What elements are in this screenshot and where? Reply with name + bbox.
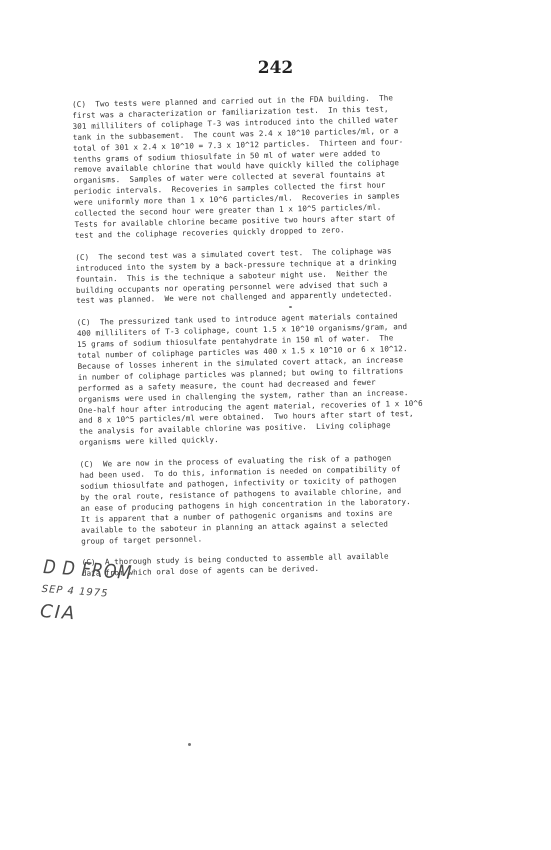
paragraph-oral-dose-study: (C) A thorough study is being conducted to assemble all available data from which oral dose of agents can be derived.: [81, 551, 389, 579]
stamp-line-agency: CIA: [39, 600, 77, 625]
paragraph-pathogen-risk-evaluation: (C) We are now in the process of evaluating the risk of a pathogen had been used. To do this, information is needed on compatibility of sodium thiosulfate and pathogen, infectivity or toxicity of pathogen by the oral route, resistance of pathogens to available chlorine, and an ease of producing pathogens in high concentration in the laboratory. It is apparent that a number of pathogenic organisms and toxins are available to the saboteur in planning an attack against a selected group of target personnel.: [79, 453, 411, 546]
declassification-stamp: [39, 556, 148, 629]
stamp-line-date: SEP 4 1975: [41, 583, 109, 600]
paragraph-simulated-covert-test: (C) The second test was a simulated covert test. The coliphage was introduced into the system by a back-pressure technique at a drinking fountain. This is the technique a saboteur might use. Neither the building occupants nor operating personnel were advised that such a test was planned. We were not challenged and apparently undetected.: [75, 246, 397, 306]
page-number: 242: [257, 58, 294, 78]
paragraph-pressurized-tank: (C) The pressurized tank used to introduce agent materials contained 400 milliliters of T-3 coliphage, count 1.5 x 10^10 organisms/gram, and 15 grams of sodium thiosulfate pentahydrate in 150 ml of water. The total number of coliphage particles was 400 x 1.5 x 10^10 or 6 x 10^12. Because of losses inherent in the simulated covert attack, an increase in number of coliphage particles was planned; but owing to filtrations performed as a safety measure, the count had decreased and fewer organisms were used in challenging the system, rather than an increase. One-half hour after introducing the agent material, recoveries of 1 x 10^6 and 8 x 10^5 particles/ml were obtained. Two hours after start of test, the analysis for available chlorine was positive. Living coliphage organisms were killed quickly.: [76, 311, 423, 448]
paragraph-fda-characterization-test: (C) Two tests were planned and carried out in the FDA building. The first was a characterization or familiarization test. In this test, 301 milliliters of coliphage T-3 was introduced into the chilled water tank in the subbasement. The count was 2.4 x 10^10 particles/ml, or a total of 301 x 2.4 x 10^10 = 7.3 x 10^12 particles. Thirteen and four- tenths grams of sodium thiosulfate in 50 ml of water were added to remove available chlorine that would have quickly killed the coliphage organisms. Samples of water were collected at several fountains at periodic intervals. Recoveries in samples collected the first hour were uniformly more than 1 x 10^6 particles/ml. Recoveries in samples collected the second hour were greater than 1 x 10^5 particles/ml. Tests for available chlorine became positive two hours after start of test and the coliphage recoveries quickly dropped to zero.: [72, 93, 404, 240]
scan-speck: [289, 306, 292, 308]
scan-speck: [188, 743, 191, 746]
document-body: [72, 92, 467, 591]
stamp-line-released-from: D D FROM: [42, 556, 133, 585]
